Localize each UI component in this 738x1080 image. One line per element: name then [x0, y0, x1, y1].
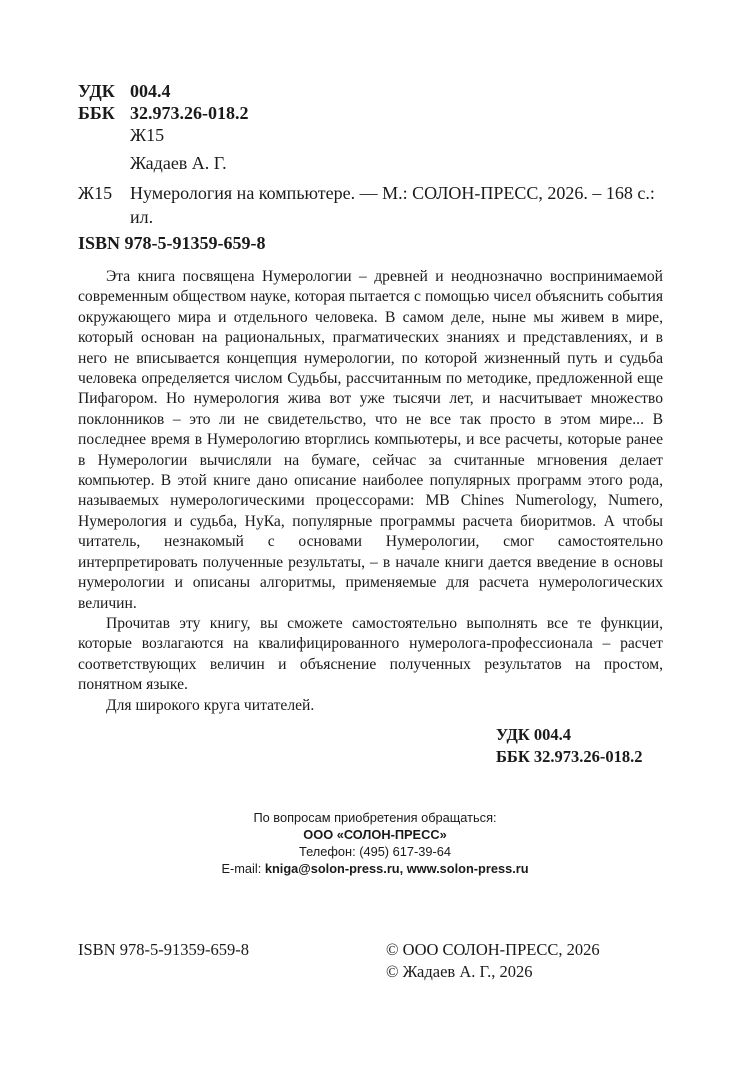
isbn-bottom: ISBN 978-5-91359-659-8 — [78, 940, 249, 959]
contacts-email-value: kniga@solon-press.ru, www.solon-press.ru — [264, 861, 529, 876]
contacts-phone: Телефон: (495) 617-39-64 — [299, 844, 451, 859]
author-code: Ж15 — [130, 125, 165, 145]
udk-row — [78, 80, 249, 102]
copyright-block — [386, 939, 600, 983]
classification-block — [78, 80, 249, 146]
contacts-company: ООО «СОЛОН-ПРЕСС» — [303, 827, 447, 842]
contacts-email-label: E-mail: — [221, 861, 262, 876]
abstract — [78, 267, 663, 716]
udk-label: УДК — [78, 81, 115, 101]
author-name: Жадаев А. Г. — [130, 153, 227, 173]
contacts-block — [200, 809, 550, 877]
contacts-email-row — [200, 860, 550, 877]
copyright-publisher: © ООО СОЛОН-ПРЕСС, 2026 — [386, 940, 600, 959]
udk-bottom: УДК 004.4 — [496, 725, 572, 744]
bibliographic-entry — [78, 181, 663, 229]
isbn-top: ISBN 978-5-91359-659-8 — [78, 233, 266, 253]
bbk-label: ББК — [78, 103, 115, 123]
bbk-value: 32.973.26-018.2 — [130, 103, 249, 123]
abstract-paragraph-3: Для широкого круга читателей. — [106, 696, 315, 714]
abstract-paragraph-2: Прочитав эту книгу, вы сможете самостоятельно выполнять все те функции, которые возлагаются на квалифицированного нумеролога-профессионала – расчет соответствующих величин и объяснение полученных результатов на простом, понятном языке. — [78, 614, 663, 694]
classification-bottom — [496, 724, 643, 768]
bbk-bottom: ББК 32.973.26-018.2 — [496, 747, 643, 766]
abstract-paragraph-1: Эта книга посвящена Нумерологии – древней и неоднозначно воспринимаемой современным обществом науке, которая пытается с помощью чисел объяснить события окружающего мира и отдельного человека. В самом деле, ныне мы живем в мире, который основан на рациональных, прагматических знаниях и представлениях, и в него не вписывается концепция нумерологии, по которой жизненный путь и судьба человека определяется числом Судьбы, рассчитанным по методике, предложенной еще Пифагором. Но нумерология жива вот уже тысячи лет, и насчитывает множество поклонников – это ли не свидетельство, что не все так просто в этом мире... В последнее время в Нумерологию вторглись компьютеры, и все расчеты, которые ранее в Нумерологии вычисляли на бумаге, сейчас за считанные мгновения делает компьютер. В этой книге дано описание наиболее популярных программ этого рода, называемых нумерологическими процессорами: MB Chines Numerology, Numero, Нумерология и судьба, НуКа, популярные программы расчета биоритмов. А чтобы читатель, незнакомый с основами Нумерологии, смог самостоятельно интерпретировать полученные результаты, – в начале книги дается введение в основы нумерологии и описаны алгоритмы, применяемые для расчета нумерологических величин. — [78, 268, 663, 612]
bibliographic-code: Ж15 — [78, 183, 113, 203]
udk-value: 004.4 — [130, 81, 171, 101]
bbk-row — [78, 102, 249, 124]
copyright-author: © Жадаев А. Г., 2026 — [386, 962, 533, 981]
contacts-intro: По вопросам приобретения обращаться: — [253, 810, 497, 825]
bibliographic-text: Нумерология на компьютере. — М.: СОЛОН-ПРЕСС, 2026. – 168 с.: ил. — [130, 183, 655, 227]
